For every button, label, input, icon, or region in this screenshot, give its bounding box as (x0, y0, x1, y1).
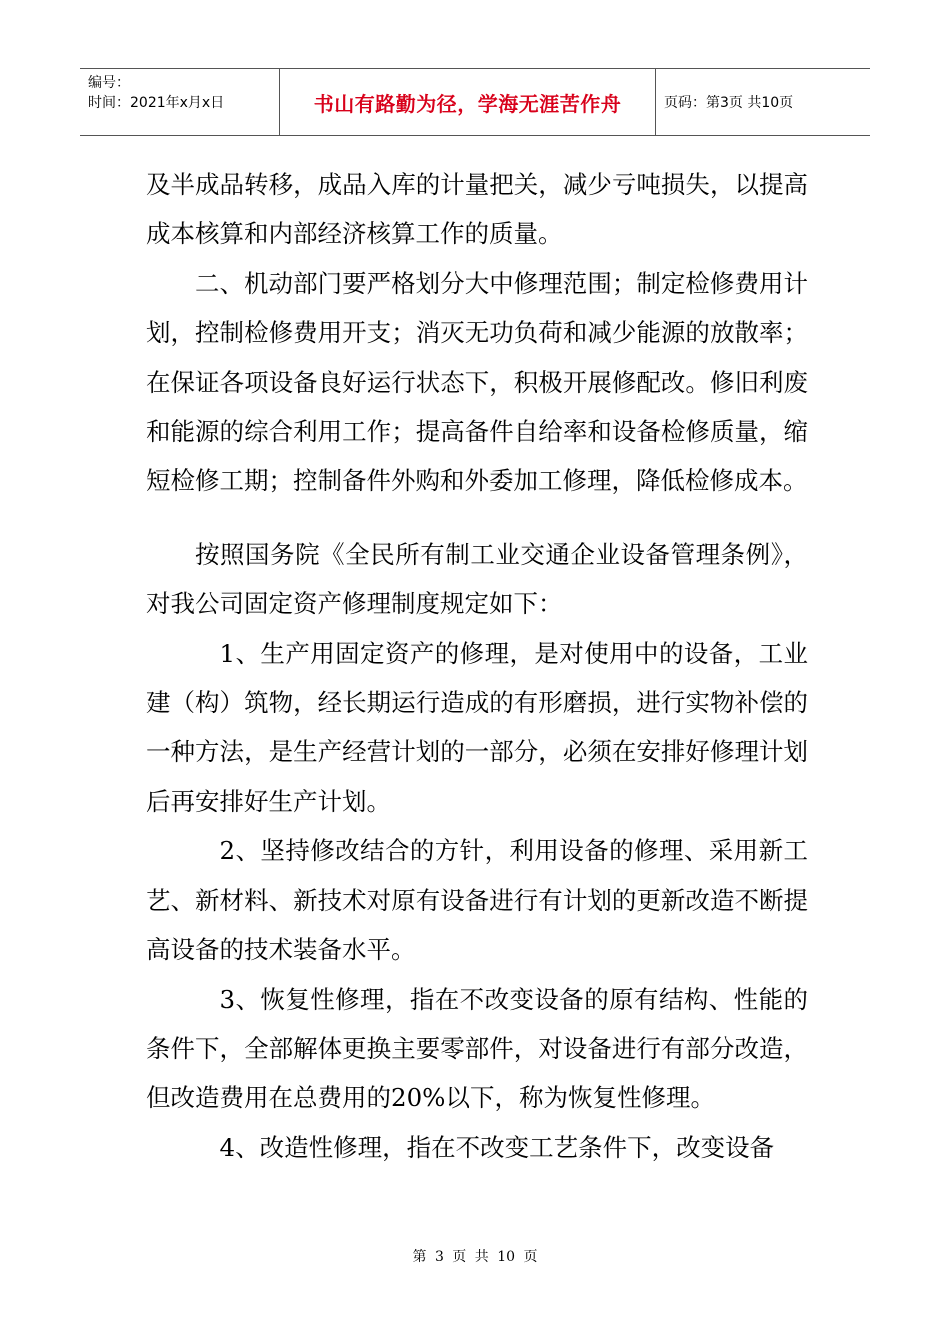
paragraph-item-2: 2、坚持修改结合的方针，利用设备的修理、采用新工艺、新材料、新技术对原有设备进行有计划的更新改造不断提高设备的技术装备水平。 (146, 836, 808, 965)
page-footer: 第 3 页 共 10 页 (412, 1249, 538, 1265)
document-number: 编号： (88, 75, 130, 91)
paragraph-continuation: 及半成品转移，成品入库的计量把关，减少亏吨损失，以提高成本核算和内部经济核算工作的质量。 (146, 170, 808, 249)
document-body (146, 160, 808, 1172)
paragraph-item-1: 1、生产用固定资产的修理，是对使用中的设备，工业建（构）筑物，经长期运行造成的有形磨损，进行实物补偿的一种方法，是生产经营计划的一部分，必须在安排好修理计划后再安排好生产计划。 (146, 638, 808, 816)
paragraph-item-3: 3、恢复性修理，指在不改变设备的原有结构、性能的条件下，全部解体更换主要零部件，对设备进行有部分改造，但改造费用在总费用的20%以下，称为恢复性修理。 (146, 984, 808, 1113)
paragraph-regulation-intro: 按照国务院《全民所有制工业交通企业设备管理条例》，对我公司固定资产修理制度规定如下： (146, 539, 808, 619)
paragraph-gap (146, 506, 808, 530)
header-meta (80, 69, 280, 135)
header-motto: 书山有路勤为径，学海无涯苦作舟 (313, 91, 622, 116)
page-header (80, 68, 870, 136)
header-page-info: 页码：第3页 共10页 (664, 95, 794, 111)
paragraph-section-two: 二、机动部门要严格划分大中修理范围；制定检修费用计划，控制检修费用开支；消灭无功负荷和减少能源的放散率；在保证各项设备良好运行状态下，积极开展修配改。修旧利废和能源的综合利用工作；提高备件自给率和设备检修质量，缩短检修工期；控制备件外购和外委加工修理，降低检修成本。 (146, 268, 808, 496)
paragraph-item-4: 4、改造性修理，指在不改变工艺条件下，改变设备 (219, 1132, 775, 1162)
header-motto-cell (280, 69, 656, 135)
document-time: 时间：2021年x月x日 (88, 95, 225, 111)
